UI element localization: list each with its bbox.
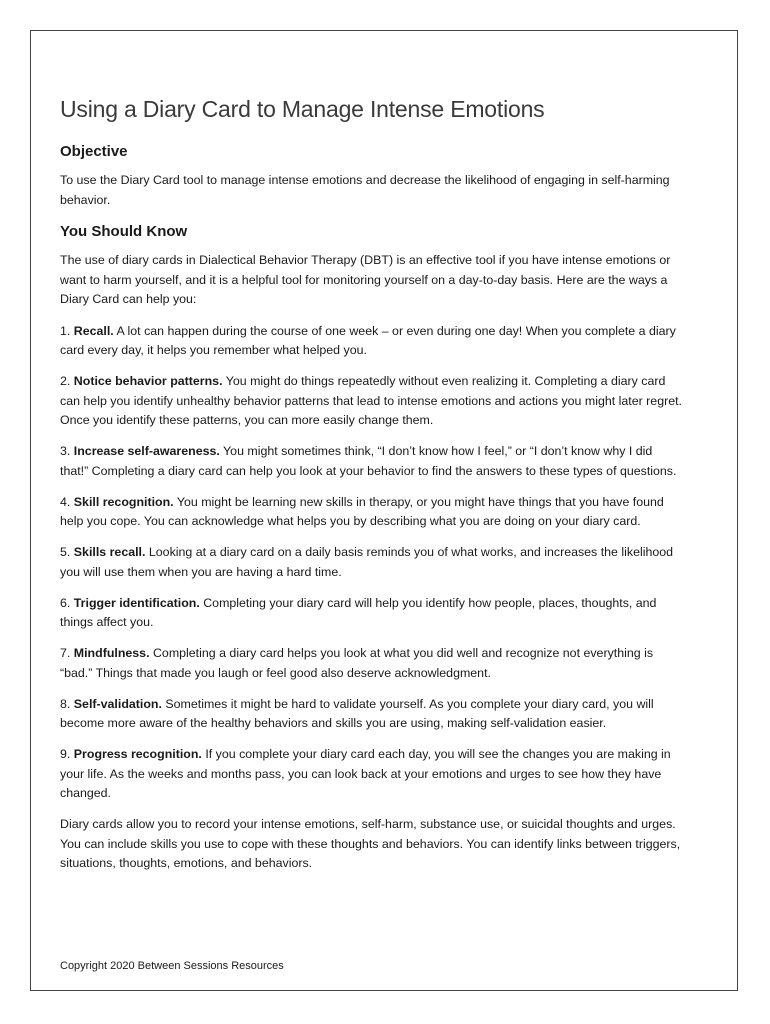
item-number: 7. bbox=[60, 646, 71, 660]
item-text: You might be learning new skills in therapy, or you might have things that you have found help you cope. You can acknowledge what helps you by describing what you are doing on your diary card. bbox=[60, 494, 664, 528]
item-number: 2. bbox=[60, 374, 71, 388]
item-term: Mindfulness. bbox=[73, 646, 150, 660]
item-text: If you complete your diary card each day, you will see the changes you are making in your life. As the weeks and months pass, you can look back at your emotions and urges to see how they have changed. bbox=[60, 747, 671, 800]
page-title: Using a Diary Card to Manage Intense Emotions bbox=[60, 96, 545, 122]
item-term: Skill recognition. bbox=[73, 494, 174, 509]
list-item bbox=[60, 543, 682, 582]
list-item bbox=[60, 695, 682, 734]
copyright-footer: Copyright 2020 Between Sessions Resources bbox=[60, 960, 284, 972]
item-number: 3. bbox=[60, 444, 71, 458]
item-number: 4. bbox=[60, 494, 71, 509]
list-item bbox=[60, 644, 682, 683]
item-text: A lot can happen during the course of one week – or even during one day! When you complete a diary card every day, it helps you remember what helped you. bbox=[60, 323, 676, 357]
list-item bbox=[60, 322, 682, 361]
item-text: Sometimes it might be hard to validate yourself. As you complete your diary card, you will become more aware of the healthy behaviors and skills you are using, making self-validation easier. bbox=[60, 696, 654, 730]
item-term: Self-validation. bbox=[73, 696, 162, 711]
item-number: 8. bbox=[60, 696, 71, 711]
item-term: Skills recall. bbox=[73, 545, 146, 559]
list-item bbox=[60, 745, 682, 804]
item-term: Trigger identification. bbox=[73, 595, 200, 610]
item-term: Progress recognition. bbox=[73, 747, 202, 761]
intro-text: The use of diary cards in Dialectical Behavior Therapy (DBT) is an effective tool if you have intense emotions or want to harm yourself, and it is a helpful tool for monitoring yourself on a day-to-day basis. Here are the ways a Diary Card can help you: bbox=[60, 253, 671, 306]
list-item bbox=[60, 372, 682, 431]
item-number: 5. bbox=[60, 545, 71, 559]
document-content bbox=[60, 93, 682, 886]
item-number: 6. bbox=[60, 595, 71, 610]
closing-text: Diary cards allow you to record your intense emotions, self-harm, substance use, or suicidal thoughts and urges. You can include skills you use to cope with these thoughts and behaviors. You can identify links between triggers, situations, thoughts, emotions, and behaviors. bbox=[60, 817, 681, 870]
list-item bbox=[60, 442, 682, 481]
item-text: You might sometimes think, “I don’t know how I feel,” or “I don’t know why I did that!” Completing a diary card can help you look at your behavior to find the answers to these types of questions. bbox=[60, 444, 677, 478]
list-item bbox=[60, 493, 682, 532]
item-term: Notice behavior patterns. bbox=[73, 374, 223, 388]
item-text: Completing your diary card will help you identify how people, places, thoughts, and things affect you. bbox=[60, 595, 657, 629]
item-text: You might do things repeatedly without even realizing it. Completing a diary card can help you identify unhealthy behavior patterns that lead to intense emotions and actions you might later regret. Once you identify these patterns, you can more easily change them. bbox=[60, 374, 682, 427]
list-item bbox=[60, 594, 682, 633]
item-term: Increase self-awareness. bbox=[73, 444, 220, 458]
objective-text: To use the Diary Card tool to manage intense emotions and decrease the likelihood of engaging in self-harming behavior. bbox=[60, 173, 670, 207]
item-text: Looking at a diary card on a daily basis reminds you of what works, and increases the likelihood you will use them when you are having a hard time. bbox=[60, 545, 674, 579]
know-heading: You Should Know bbox=[60, 223, 188, 240]
item-text: Completing a diary card helps you look at what you did well and recognize not everything is “bad.” Things that made you laugh or feel good also deserve acknowledgment. bbox=[60, 646, 654, 680]
objective-heading: Objective bbox=[60, 143, 128, 160]
item-number: 1. bbox=[60, 323, 71, 338]
item-number: 9. bbox=[60, 747, 71, 761]
item-term: Recall. bbox=[73, 323, 114, 338]
